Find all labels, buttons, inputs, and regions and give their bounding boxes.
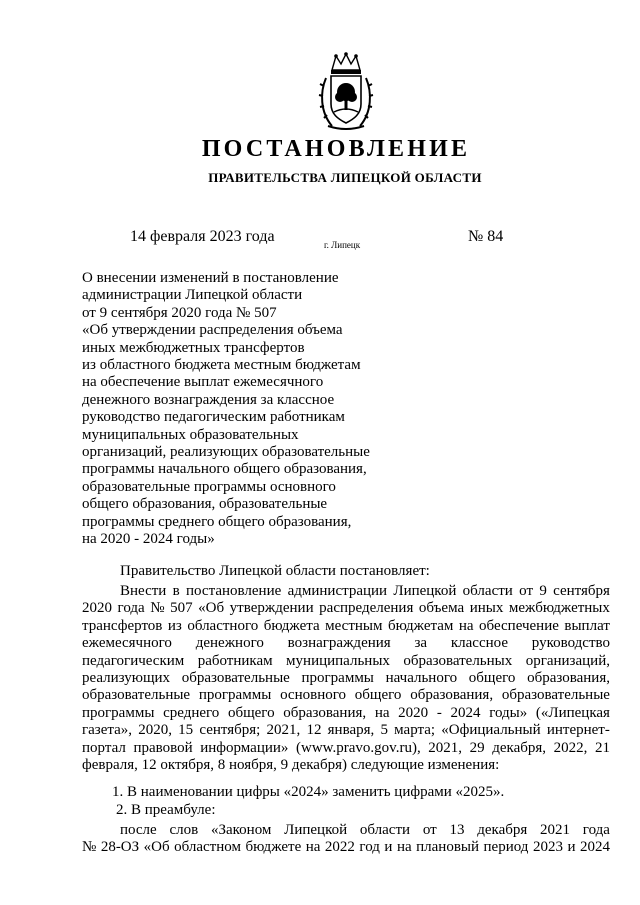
word: начального [385, 670, 458, 687]
subject-line: программы среднего общего образования, [82, 513, 352, 530]
document-title: ПОСТАНОВЛЕНИЕ [201, 136, 471, 162]
word: педагогическим [82, 652, 185, 669]
word: годы» [489, 704, 528, 721]
document-body [82, 583, 610, 774]
word: областного [187, 617, 259, 634]
word: образовательных [403, 652, 513, 669]
word: марта; [394, 722, 436, 739]
subject-line: на обеспечение выплат ежемесячного [82, 374, 324, 391]
word: портал [82, 739, 126, 756]
word: (www.pravo.gov.ru), [296, 739, 421, 756]
word: 28-ОЗ [100, 839, 140, 856]
body-line [82, 822, 610, 839]
document-number: № 84 [468, 228, 504, 245]
word: 2021 [540, 822, 571, 838]
word: на [305, 839, 321, 856]
word: 2024 [450, 704, 481, 721]
word: образовательные [82, 687, 191, 704]
word: программы [82, 704, 155, 721]
word: обеспечение [479, 617, 559, 634]
word: программы [198, 687, 272, 704]
word: бюджетам [387, 617, 454, 634]
word: декабря [477, 822, 528, 838]
word: областном [174, 839, 241, 856]
word: № [82, 839, 97, 856]
word: образовательные [181, 670, 290, 687]
body-line [82, 722, 610, 739]
body-line [82, 839, 610, 856]
amendment-item: 2. В преамбуле: [116, 802, 216, 818]
word: ежемесячного [82, 635, 172, 652]
word: «Законом [210, 822, 272, 838]
word: декабря, [492, 739, 547, 756]
body-line [82, 740, 610, 757]
word: 21 [594, 739, 610, 756]
subject-line: муниципальных образовательных [82, 426, 299, 443]
body-line [82, 653, 610, 670]
word: классное [450, 635, 508, 652]
subject-line: «Об утверждении распределения объема [82, 322, 343, 339]
word: период [483, 839, 529, 856]
word: информации» [200, 739, 289, 756]
body-line [82, 583, 610, 600]
word: области [462, 583, 513, 599]
word: на [458, 617, 474, 634]
subject-line: иных межбюджетных трансфертов [82, 339, 305, 356]
word: трансфертов [82, 617, 163, 634]
word: от [519, 583, 533, 599]
word: «Об [143, 839, 170, 856]
body-line [82, 705, 610, 722]
word: 2020 [398, 704, 429, 721]
subject-line: руководство педагогическим работникам [82, 409, 345, 426]
word: местным [325, 617, 383, 634]
word: 2024 [579, 839, 610, 856]
word: слов [169, 822, 199, 838]
word: плановый [416, 839, 480, 856]
word: января, [327, 722, 375, 739]
word: объема [418, 600, 465, 617]
subject-line: организаций, реализующих образовательные [82, 444, 370, 461]
body-line [82, 600, 610, 617]
body-line [82, 687, 610, 704]
word: Липецкой [393, 583, 457, 599]
word: 12 [306, 722, 322, 739]
word: постановление [186, 583, 282, 599]
word: иных [469, 600, 504, 617]
word: в [172, 583, 180, 599]
word: образования, [527, 670, 610, 687]
word: среднего [163, 704, 220, 721]
amendment-item: 1. В наименовании цифры «2024» заменить цифрами «2025». [112, 784, 505, 800]
word: основного [280, 687, 347, 704]
word: сентября; [199, 722, 261, 739]
word: выплат [564, 617, 610, 634]
body-line [82, 670, 610, 687]
word: Внести [120, 583, 167, 599]
body-line [82, 618, 610, 635]
word: № [150, 600, 165, 617]
subject-line: от 9 сентября 2020 года № 507 [82, 304, 277, 321]
word: и [384, 839, 393, 856]
word: руководство [531, 635, 610, 652]
word: «Официальный [441, 722, 541, 739]
word: денежного [195, 635, 264, 652]
word: 2022 [324, 839, 355, 856]
preamble-text [82, 822, 610, 857]
word: бюджете [245, 839, 302, 856]
subject-line: О внесении изменений в постановление [82, 270, 339, 286]
word: организаций, [525, 652, 610, 669]
word: 29 [469, 739, 485, 756]
word: общего [354, 687, 402, 704]
word: 2020 [82, 600, 112, 617]
word: межбюджетных [508, 600, 610, 617]
word: от [422, 822, 437, 838]
word: общего [468, 670, 516, 687]
word: 5 [380, 722, 388, 739]
word: сентября [553, 583, 610, 599]
word: интернет- [546, 722, 610, 739]
word: администрации [287, 583, 388, 599]
word: программы [301, 670, 374, 687]
word: на [374, 704, 390, 721]
word: 9 [539, 583, 547, 599]
word: правовой [133, 739, 193, 756]
word: и [567, 839, 576, 856]
body-line [82, 635, 610, 652]
word: («Липецкая [535, 704, 610, 721]
word: образования, [283, 704, 367, 721]
word: общего [227, 704, 275, 721]
word: 2021, [428, 739, 463, 756]
word: 2020, [138, 722, 172, 739]
word: «Об [198, 600, 225, 617]
word: утверждении [229, 600, 314, 617]
word: 13 [449, 822, 465, 838]
subject-line: общего образования, образовательные [82, 496, 328, 513]
word: 2022, [553, 739, 588, 756]
word: бюджета [263, 617, 320, 634]
subject-line: программы начального общего образования, [82, 461, 367, 478]
word: года [117, 600, 145, 617]
word: 2021, [266, 722, 301, 739]
word: образования, [410, 687, 494, 704]
word: за [414, 635, 428, 652]
word: год [359, 839, 380, 856]
word: после [120, 822, 157, 838]
word: 15 [178, 722, 194, 739]
document-issuer: ПРАВИТЕЛЬСТВА ЛИПЕЦКОЙ ОБЛАСТИ [208, 170, 482, 185]
word: Липецкой [284, 822, 348, 838]
subject-line: из областного бюджета местным бюджетам [82, 357, 361, 374]
word: вознаграждения [287, 635, 391, 652]
subject-line: на 2020 - 2024 годы» [82, 531, 215, 548]
subject-line: образовательные программы основного [82, 478, 336, 495]
word: - [436, 704, 442, 721]
word: образовательные [501, 687, 610, 704]
word: 2023 [532, 839, 563, 856]
word: реализующих [82, 670, 171, 687]
body-line: февраля, 12 октября, 8 ноября, 9 декабря) следующие изменения: [82, 757, 500, 774]
word: из [167, 617, 182, 634]
word: муниципальных [286, 652, 390, 669]
word: газета», [82, 722, 133, 739]
word: года [582, 822, 610, 838]
word: распределения [319, 600, 414, 617]
document-city: г. Липецк [324, 240, 361, 250]
word: 507 [170, 600, 193, 617]
word: области [359, 822, 411, 838]
word: работникам [197, 652, 273, 669]
subject-line: денежного вознаграждения за классное [82, 391, 335, 408]
document-subject [82, 270, 382, 549]
decree-statement: Правительство Липецкой области постановляет: [120, 563, 430, 579]
word: на [396, 839, 412, 856]
subject-line: администрации Липецкой области [82, 287, 303, 304]
document-date: 14 февраля 2023 года [130, 228, 275, 245]
coat-of-arms-icon [318, 52, 374, 132]
